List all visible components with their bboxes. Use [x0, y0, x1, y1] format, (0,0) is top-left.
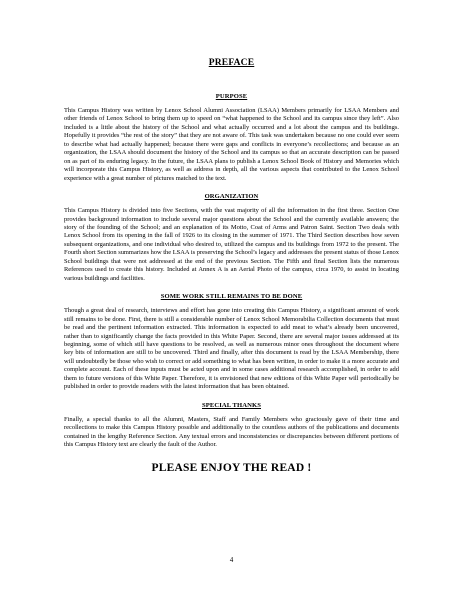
section-body-work-remains: Though a great deal of research, interviews and effort has gone into creating this Campus History, a significant amount of work still remains to be done. First, there is still a considerable number of Lenox School Memorabilia Collection documents that must be read and the pertinent information extracted. This information is expected to add meat to what’s already been uncovered, rather than to significantly change the facts provided in this White Paper. Second, there are several major issues addressed at its beginning, some of which still have questions to be resolved, as well as numerous minor ones throughout the document where key bits of information are still to be uncovered. Third and finally, after this document is read by the LSAA Membership, there will undoubtedly be those who wish to correct or add something to what has been written, in order to make it a more accurate and complete account. Each of these inputs must be acted upon and in some cases additional research accomplished, in order to add them to future versions of this White Paper. Therefore, it is envisioned that new editions of this White Paper will periodically be published in order to provide readers with the latest information that has been obtained.	[64, 307, 399, 391]
section-heading-special-thanks: SPECIAL THANKS	[202, 401, 261, 409]
section-purpose	[64, 93, 399, 183]
page-title: PREFACE	[208, 58, 255, 68]
section-heading-organization: ORGANIZATION	[204, 193, 259, 201]
page-number: 4	[229, 556, 234, 564]
section-organization	[64, 193, 399, 283]
section-work-remains	[64, 293, 399, 392]
section-heading-work-remains: SOME WORK STILL REMAINS TO BE DONE	[160, 293, 303, 301]
closing-message: PLEASE ENJOY THE READ !	[151, 461, 312, 474]
section-special-thanks	[64, 402, 399, 450]
section-body-organization: This Campus History is divided into five Sections, with the vast majority of all the information in the first three. Section One provides background information to include several major questions about the School and the currently available answers; the story of the founding of the School; and an explanation of its Motto, Coat of Arms and Patron Saint. Section Two deals with Lenox School from its opening in the fall of 1926 to its closing in the summer of 1971. The Third Section describes how seven subsequent organizations, and one individual who desired to, utilized the campus and its buildings from 1972 to the present. The Fourth short Section summarizes how the LSAA is preserving the School’s legacy and addresses the present status of those Lenox School buildings that were not addressed at the end of the previous Section. The Fifth and final Section lists the numerous References used to create this history. Included at Annex A is an Aerial Photo of the campus, circa 1970, to assist in locating various buildings and facilities.	[64, 207, 399, 282]
section-heading-purpose: PURPOSE	[215, 93, 248, 100]
section-body-purpose: This Campus History was written by Lenox School Alumni Association (LSAA) Members primarily for LSAA Members and other friends of Lenox School to bring them up to speed on “what happened to the School and its campus since they left”. Also included is a little about the history of the School and what actually occurred and a lot about the campus and its buildings. Hopefully it provides “the rest of the story” that they are not aware of. This task was undertaken because no one could ever seem to describe what had actually happened; because there were gaps and conflicts in everyone’s recollections; and because as an organization, the LSAA should document the history of the School and its campus so that an accurate description can be passed on as part of its enduring legacy. In the future, the LSAA plans to publish a Lenox School Book of History and Memories which will incorporate this Campus History, as well as address in depth, all the various aspects that contributed to the Lenox School experience with a great number of pictures matched to the text.	[64, 107, 399, 182]
section-body-special-thanks: Finally, a special thanks to all the Alumni, Masters, Staff and Family Members who graciously gave of their time and recollections to make this Campus History possible and additionally to the countless authors of the publications and documents contained in the lengthy Reference Section. Any textual errors and inconsistencies or discrepancies between different portions of this Campus History text are clearly the fault of the Author.	[64, 415, 399, 449]
